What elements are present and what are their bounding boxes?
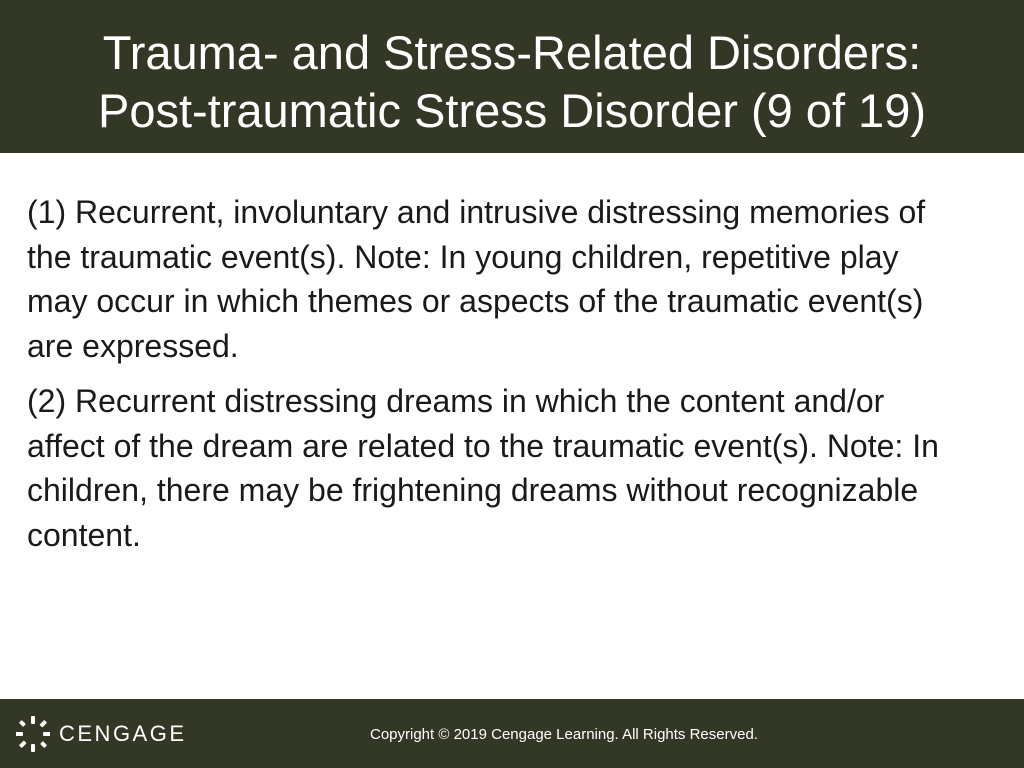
cengage-starburst-icon [16,716,50,752]
body-paragraph-1: (1) Recurrent, involuntary and intrusive distressing memories of the traumatic event(s). Note: In young children, repetitive play may occur in which themes or aspects of the traumatic event(s) are expressed. [27,194,926,364]
slide-body [27,190,947,568]
body-paragraph-2: (2) Recurrent distressing dreams in which the content and/or affect of the dream are related to the traumatic event(s). Note: In children, there may be frightening dreams without recognizable content. [27,383,939,553]
slide-title-line-2: Post-traumatic Stress Disorder (9 of 19) [98,84,926,137]
cengage-logo [16,716,187,752]
copyright-notice: Copyright © 2019 Cengage Learning. All Rights Reserved. [370,726,758,743]
slide-title [0,24,1024,140]
cengage-logo-text: CENGAGE [59,721,187,746]
slide-title-line-1: Trauma- and Stress-Related Disorders: [102,26,922,79]
slide-footer [0,699,1024,768]
slide-header [0,0,1024,153]
